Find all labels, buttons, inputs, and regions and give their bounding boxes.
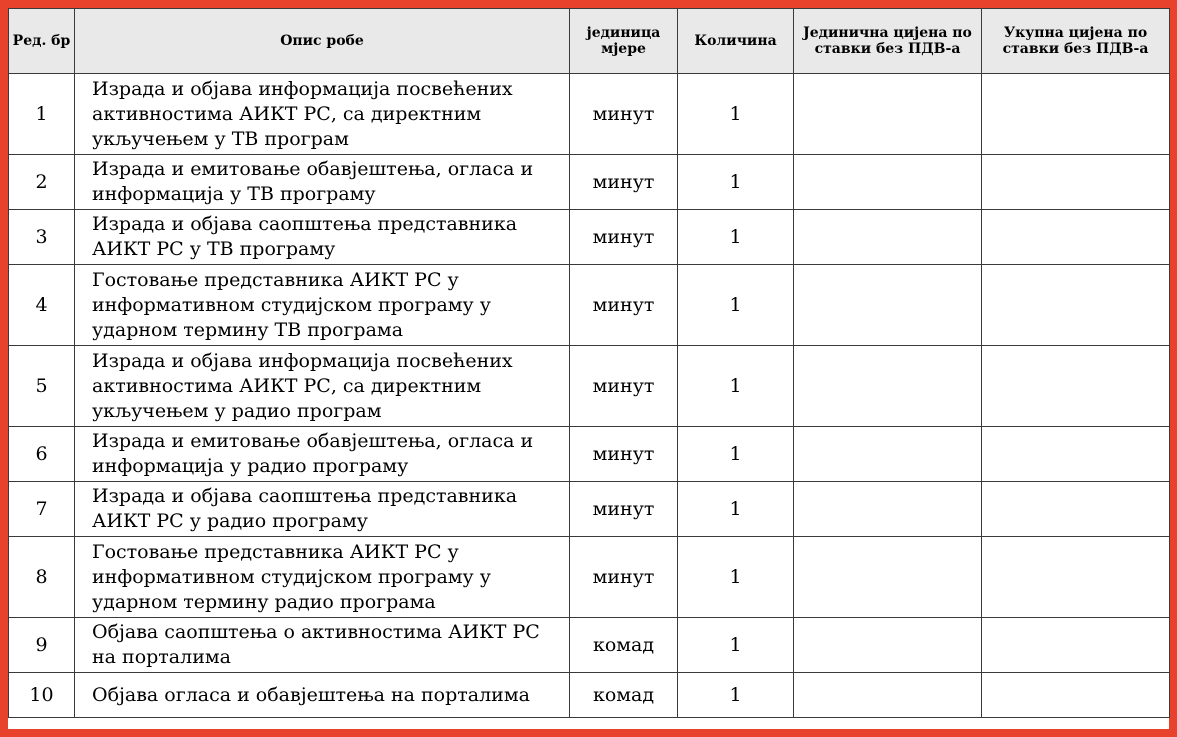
row-description: Израда и емитовање обавјештења, огласа и информација у радио програму xyxy=(75,427,570,482)
row-unit: минут xyxy=(570,482,678,537)
row-quantity: 1 xyxy=(678,346,794,427)
row-unit-price[interactable] xyxy=(794,537,982,618)
row-total-price[interactable] xyxy=(982,265,1170,346)
row-unit-price[interactable] xyxy=(794,346,982,427)
table-row xyxy=(9,74,1170,155)
header-rb: Ред. бр xyxy=(9,9,75,74)
row-total-price[interactable] xyxy=(982,537,1170,618)
header-unit: јединица мјере xyxy=(570,9,678,74)
row-unit-price[interactable] xyxy=(794,427,982,482)
price-table xyxy=(8,8,1170,718)
row-unit: минут xyxy=(570,427,678,482)
header-qty: Количина xyxy=(678,9,794,74)
table-row xyxy=(9,618,1170,673)
row-quantity: 1 xyxy=(678,265,794,346)
row-number: 3 xyxy=(9,210,75,265)
row-description: Израда и објава информација посвећених активностима АИКТ РС, са директним укључењем у радио програм xyxy=(75,346,570,427)
row-number: 6 xyxy=(9,427,75,482)
row-quantity: 1 xyxy=(678,427,794,482)
row-number: 2 xyxy=(9,155,75,210)
header-desc: Опис робе xyxy=(75,9,570,74)
table-row xyxy=(9,265,1170,346)
row-unit: минут xyxy=(570,155,678,210)
row-number: 10 xyxy=(9,673,75,718)
header-total-price: Укупна цијена по ставки без ПДВ-а xyxy=(982,9,1170,74)
row-quantity: 1 xyxy=(678,482,794,537)
row-number: 7 xyxy=(9,482,75,537)
row-number: 8 xyxy=(9,537,75,618)
row-total-price[interactable] xyxy=(982,673,1170,718)
row-unit-price[interactable] xyxy=(794,265,982,346)
row-description: Објава саопштења о активностима АИКТ РС на порталима xyxy=(75,618,570,673)
row-description: Гостовање представника АИКТ РС у информативном студијском програму у ударном термину ТВ програма xyxy=(75,265,570,346)
row-description: Израда и објава информација посвећених активностима АИКТ РС, са директним укључењем у ТВ програм xyxy=(75,74,570,155)
table-header-row xyxy=(9,9,1170,74)
row-unit-price[interactable] xyxy=(794,74,982,155)
row-quantity: 1 xyxy=(678,210,794,265)
row-number: 9 xyxy=(9,618,75,673)
row-unit: комад xyxy=(570,673,678,718)
row-description: Израда и емитовање обавјештења, огласа и информација у ТВ програму xyxy=(75,155,570,210)
row-description: Гостовање представника АИКТ РС у информативном студијском програму у ударном термину радио програма xyxy=(75,537,570,618)
row-unit: минут xyxy=(570,265,678,346)
header-unit-price: Јединична цијена по ставки без ПДВ-а xyxy=(794,9,982,74)
row-unit-price[interactable] xyxy=(794,618,982,673)
row-total-price[interactable] xyxy=(982,618,1170,673)
row-description: Објава огласа и обавјештења на порталима xyxy=(75,673,570,718)
row-unit: минут xyxy=(570,537,678,618)
row-unit-price[interactable] xyxy=(794,210,982,265)
row-total-price[interactable] xyxy=(982,210,1170,265)
table-row xyxy=(9,210,1170,265)
row-quantity: 1 xyxy=(678,618,794,673)
row-unit: минут xyxy=(570,210,678,265)
row-quantity: 1 xyxy=(678,673,794,718)
row-quantity: 1 xyxy=(678,537,794,618)
table-row xyxy=(9,346,1170,427)
row-unit-price[interactable] xyxy=(794,673,982,718)
row-number: 1 xyxy=(9,74,75,155)
row-unit-price[interactable] xyxy=(794,482,982,537)
table-row xyxy=(9,155,1170,210)
table-row xyxy=(9,537,1170,618)
row-total-price[interactable] xyxy=(982,155,1170,210)
row-unit-price[interactable] xyxy=(794,155,982,210)
row-unit: минут xyxy=(570,346,678,427)
row-total-price[interactable] xyxy=(982,427,1170,482)
row-quantity: 1 xyxy=(678,155,794,210)
row-total-price[interactable] xyxy=(982,74,1170,155)
row-total-price[interactable] xyxy=(982,346,1170,427)
row-description: Израда и објава саопштења представника АИКТ РС у радио програму xyxy=(75,482,570,537)
row-total-price[interactable] xyxy=(982,482,1170,537)
row-unit: минут xyxy=(570,74,678,155)
table-row xyxy=(9,427,1170,482)
table-row xyxy=(9,673,1170,718)
row-description: Израда и објава саопштења представника АИКТ РС у ТВ програму xyxy=(75,210,570,265)
row-quantity: 1 xyxy=(678,74,794,155)
table-row xyxy=(9,482,1170,537)
row-number: 5 xyxy=(9,346,75,427)
row-unit: комад xyxy=(570,618,678,673)
row-number: 4 xyxy=(9,265,75,346)
